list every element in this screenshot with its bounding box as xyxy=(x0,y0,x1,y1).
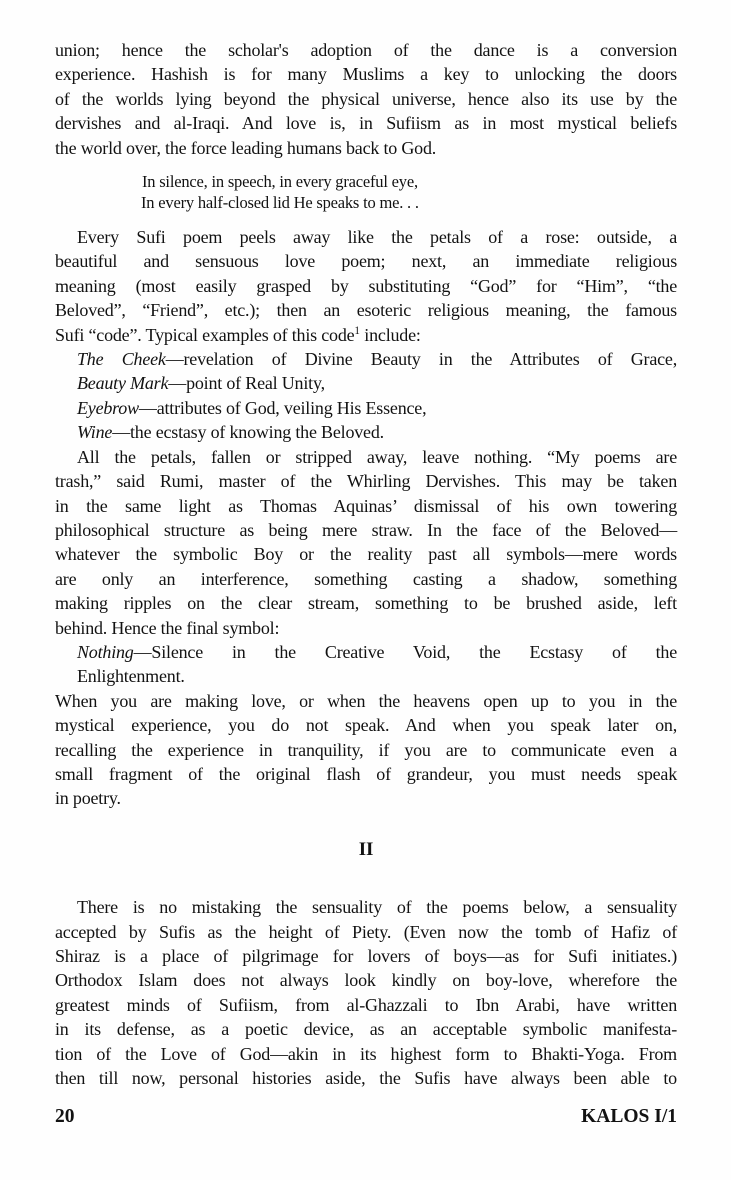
text-segment: II xyxy=(358,838,374,860)
text-segment: In every half-closed lid He speaks to me. . . xyxy=(141,192,419,212)
text-line xyxy=(55,895,677,919)
text-line xyxy=(55,786,677,810)
text-segment: When you are making love, or when the heavens open up to you in the xyxy=(55,690,677,711)
text-line xyxy=(77,371,677,395)
text-line xyxy=(55,62,677,86)
text-line xyxy=(55,494,677,518)
journal-title: KALOS I/1 xyxy=(581,1106,677,1127)
text-segment: accepted by Sufis as the height of Piety. (Even now the tomb of Hafiz of xyxy=(55,921,677,942)
text-line xyxy=(55,298,677,322)
text-segment: philosophical structure as being mere straw. In the face of the Beloved— xyxy=(55,519,677,540)
text-segment: small fragment of the original flash of grandeur, you must needs speak xyxy=(55,763,677,784)
text-segment: then till now, personal histories aside, the Sufis have always been able to xyxy=(55,1068,677,1089)
text-line xyxy=(77,640,677,664)
text-segment: mystical experience, you do not speak. And when you speak later on, xyxy=(55,715,677,736)
page-footer xyxy=(55,1105,677,1129)
text-segment: Every Sufi poem peels away like the petals of a rose: outside, a xyxy=(77,227,677,248)
text-line xyxy=(55,111,677,135)
text-line xyxy=(55,1066,677,1090)
code-definition-item xyxy=(77,640,677,689)
text-line xyxy=(55,738,677,762)
italic-term: The Cheek xyxy=(77,349,166,370)
page-body xyxy=(55,38,677,1090)
text-line xyxy=(55,838,677,862)
footnote-superscript: 1 xyxy=(354,324,360,337)
text-segment: making ripples on the clear stream, something to be brushed aside, left xyxy=(55,593,677,614)
text-segment: in the same light as Thomas Aquinas’ dismissal of his own towering xyxy=(55,495,677,516)
text-segment: Orthodox Islam does not always look kindly on boy-love, wherefore the xyxy=(55,970,677,991)
text-line xyxy=(55,469,677,493)
paragraph xyxy=(55,689,677,811)
text-line xyxy=(55,993,677,1017)
text-segment: —attributes of God, veiling His Essence, xyxy=(138,397,427,418)
text-line xyxy=(55,38,677,62)
text-line xyxy=(55,323,677,347)
text-line xyxy=(55,542,677,566)
text-segment: All the petals, fallen or stripped away, leave nothing. “My poems are xyxy=(77,446,677,467)
text-segment: in poetry. xyxy=(55,788,121,809)
italic-term: Eyebrow xyxy=(77,397,139,418)
text-segment: in its defense, as a poetic device, as an acceptable symbolic manifesta- xyxy=(55,1019,677,1040)
text-line xyxy=(55,689,677,713)
text-line xyxy=(55,591,677,615)
text-segment: In silence, in speech, in every graceful eye, xyxy=(141,172,418,192)
code-definition-item xyxy=(77,396,677,420)
text-segment: union; hence the scholar's adoption of the dance is a conversion xyxy=(55,40,677,60)
paragraph xyxy=(55,225,677,347)
text-line xyxy=(55,713,677,737)
text-line xyxy=(55,1017,677,1041)
text-segment: Enlightenment. xyxy=(77,666,185,687)
text-line xyxy=(55,567,677,591)
text-segment: experience. Hashish is for many Muslims a key to unlocking the doors xyxy=(55,64,677,85)
text-segment: Sufi “code”. Typical examples of this code xyxy=(55,324,355,345)
text-line xyxy=(55,274,677,298)
text-segment: —point of Real Unity, xyxy=(168,373,325,394)
text-segment: are only an interference, something casting a shadow, something xyxy=(55,568,677,589)
text-line xyxy=(55,518,677,542)
text-segment: —revelation of Divine Beauty in the Attributes of Grace, xyxy=(165,349,677,370)
text-segment: greatest minds of Sufiism, from al-Ghazzali to Ibn Arabi, have written xyxy=(55,994,677,1015)
text-line xyxy=(55,944,677,968)
text-segment: —Silence in the Creative Void, the Ecstasy of the xyxy=(133,641,677,662)
italic-term: Wine xyxy=(77,422,113,443)
page-number: 20 xyxy=(55,1106,75,1127)
italic-term: Beauty Mark xyxy=(77,373,169,394)
text-segment: recalling the experience in tranquility, if you are to communicate even a xyxy=(55,739,677,760)
text-segment: trash,” said Rumi, master of the Whirling Dervishes. This may be taken xyxy=(55,471,677,492)
italic-term: Nothing xyxy=(77,641,134,662)
text-segment: include: xyxy=(360,324,421,345)
text-line xyxy=(55,968,677,992)
verse-line xyxy=(141,172,419,193)
text-segment: —the ecstasy of knowing the Beloved. xyxy=(112,422,384,443)
text-segment: dervishes and al-Iraqi. And love is, in Sufiism as in most mystical beliefs xyxy=(55,113,677,134)
text-line xyxy=(55,249,677,273)
paragraph xyxy=(55,445,677,640)
text-line xyxy=(77,420,677,444)
text-segment: whatever the symbolic Boy or the reality past all symbols—mere words xyxy=(55,544,677,565)
text-segment: beautiful and sensuous love poem; next, an immediate religious xyxy=(55,251,677,272)
text-line xyxy=(55,616,677,640)
text-segment: Beloved”, “Friend”, etc.); then an esoteric religious meaning, the famous xyxy=(55,300,677,321)
text-line xyxy=(55,920,677,944)
text-line xyxy=(55,136,677,160)
text-line xyxy=(77,396,677,420)
text-segment: behind. Hence the final symbol: xyxy=(55,617,280,638)
text-line xyxy=(55,87,677,111)
text-line xyxy=(55,762,677,786)
text-segment: tion of the Love of God—akin in its highest form to Bhakti-Yoga. From xyxy=(55,1043,677,1064)
section-heading xyxy=(55,838,677,862)
text-segment: Shiraz is a place of pilgrimage for lovers of boys—as for Sufi initiates.) xyxy=(55,945,677,966)
paragraph xyxy=(55,895,677,1090)
text-segment: of the worlds lying beyond the physical universe, hence also its use by the xyxy=(55,88,677,109)
verse-line xyxy=(141,193,419,214)
code-definition-item xyxy=(77,371,677,395)
text-line xyxy=(55,445,677,469)
text-line xyxy=(55,1042,677,1066)
code-definition-item xyxy=(77,347,677,371)
paragraph xyxy=(55,38,677,160)
text-line xyxy=(55,225,677,249)
code-definition-item xyxy=(77,420,677,444)
text-segment: the world over, the force leading humans back to God. xyxy=(55,137,437,158)
text-segment: meaning (most easily grasped by substituting “God” for “Him”, “the xyxy=(55,275,677,296)
text-line xyxy=(77,664,677,688)
verse-quote xyxy=(141,172,419,213)
text-line xyxy=(77,347,677,371)
text-segment: There is no mistaking the sensuality of the poems below, a sensuality xyxy=(77,897,677,918)
